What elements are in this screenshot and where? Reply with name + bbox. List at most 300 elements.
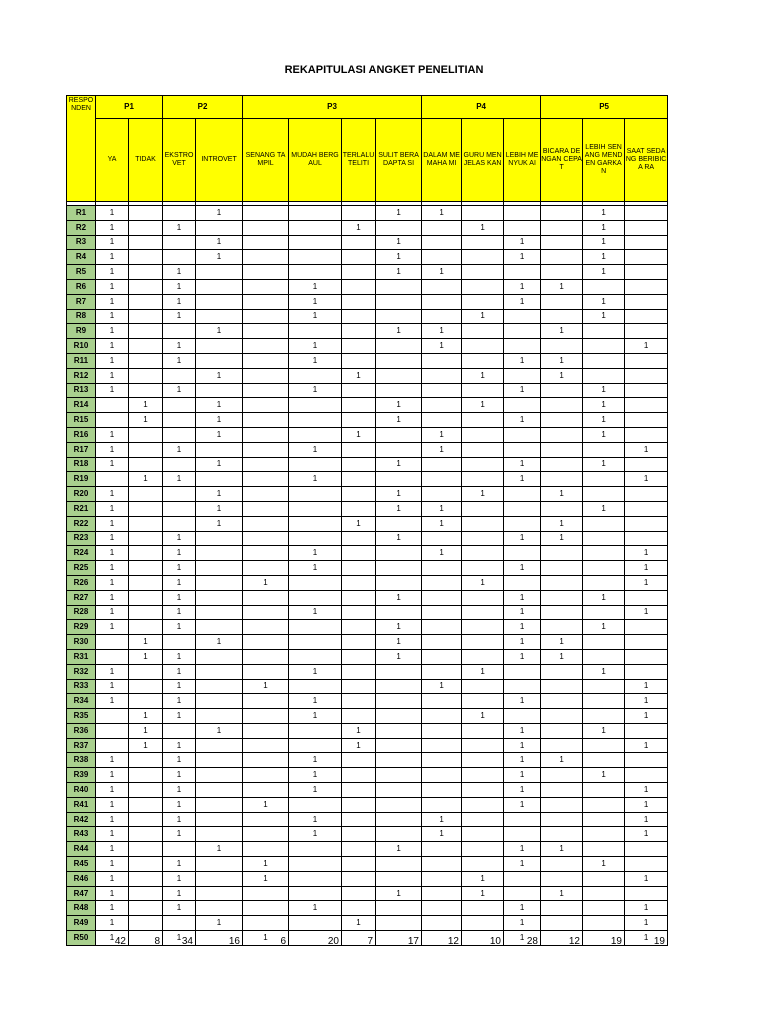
table-cell bbox=[462, 649, 504, 664]
table-cell bbox=[243, 206, 289, 221]
table-cell bbox=[625, 635, 668, 650]
table-cell bbox=[243, 605, 289, 620]
table-cell: 1 bbox=[462, 664, 504, 679]
table-cell bbox=[129, 871, 163, 886]
table-cell: 1 bbox=[583, 590, 625, 605]
table-cell: 1 bbox=[96, 812, 129, 827]
table-cell: 1 bbox=[289, 694, 342, 709]
table-cell bbox=[462, 206, 504, 221]
table-cell bbox=[583, 561, 625, 576]
table-cell: 1 bbox=[163, 812, 196, 827]
table-cell bbox=[422, 886, 462, 901]
table-cell bbox=[504, 427, 541, 442]
table-cell bbox=[462, 472, 504, 487]
table-cell bbox=[422, 220, 462, 235]
table-cell bbox=[196, 279, 243, 294]
table-cell bbox=[541, 383, 583, 398]
table-cell bbox=[625, 250, 668, 265]
table-cell: 1 bbox=[541, 842, 583, 857]
table-cell: 1 bbox=[625, 561, 668, 576]
table-cell: 1 bbox=[625, 605, 668, 620]
group-header-p5: P5 bbox=[541, 96, 668, 119]
table-cell bbox=[583, 901, 625, 916]
table-cell: 1 bbox=[289, 812, 342, 827]
table-cell bbox=[583, 649, 625, 664]
table-cell: 1 bbox=[96, 561, 129, 576]
table-cell bbox=[243, 398, 289, 413]
table-cell bbox=[462, 383, 504, 398]
respondent-id: R19 bbox=[67, 472, 96, 487]
table-cell bbox=[243, 383, 289, 398]
table-cell bbox=[583, 516, 625, 531]
respondent-id: R21 bbox=[67, 501, 96, 516]
table-cell bbox=[129, 442, 163, 457]
table-cell: 1 bbox=[96, 783, 129, 798]
table-cell: 1 bbox=[422, 324, 462, 339]
table-cell: 1 bbox=[289, 353, 342, 368]
table-cell bbox=[289, 250, 342, 265]
table-cell bbox=[243, 339, 289, 354]
respondent-id: R40 bbox=[67, 783, 96, 798]
table-cell: 1 bbox=[342, 738, 376, 753]
table-cell bbox=[583, 575, 625, 590]
table-row bbox=[67, 768, 668, 783]
table-cell bbox=[243, 472, 289, 487]
table-cell: 1 bbox=[163, 561, 196, 576]
table-cell bbox=[583, 531, 625, 546]
total-value: 12 bbox=[568, 935, 580, 947]
table-row bbox=[67, 487, 668, 502]
table-cell bbox=[583, 339, 625, 354]
table-cell bbox=[342, 309, 376, 324]
table-cell bbox=[129, 235, 163, 250]
table-cell bbox=[196, 812, 243, 827]
table-cell: 1 bbox=[583, 723, 625, 738]
table-cell bbox=[422, 694, 462, 709]
table-cell bbox=[342, 590, 376, 605]
table-cell bbox=[289, 413, 342, 428]
table-row bbox=[67, 590, 668, 605]
table-cell: 1 bbox=[504, 842, 541, 857]
respondent-id: R41 bbox=[67, 797, 96, 812]
table-cell: 1 bbox=[163, 220, 196, 235]
table-cell bbox=[129, 265, 163, 280]
table-cell bbox=[129, 812, 163, 827]
table-cell bbox=[342, 353, 376, 368]
table-cell: 1 bbox=[342, 368, 376, 383]
table-cell bbox=[342, 575, 376, 590]
table-cell bbox=[243, 753, 289, 768]
table-cell bbox=[422, 250, 462, 265]
table-cell: 1 bbox=[163, 797, 196, 812]
table-cell bbox=[196, 753, 243, 768]
table-cell bbox=[243, 531, 289, 546]
table-cell: 1 bbox=[196, 457, 243, 472]
table-cell: 1 bbox=[504, 383, 541, 398]
table-cell bbox=[129, 842, 163, 857]
table-cell: 1 bbox=[243, 857, 289, 872]
table-cell bbox=[583, 472, 625, 487]
table-cell bbox=[196, 442, 243, 457]
table-cell bbox=[342, 501, 376, 516]
table-cell: 1 bbox=[96, 487, 129, 502]
table-cell bbox=[342, 649, 376, 664]
table-cell: 1 bbox=[504, 753, 541, 768]
table-cell bbox=[289, 635, 342, 650]
table-cell bbox=[422, 649, 462, 664]
table-cell bbox=[376, 383, 422, 398]
table-cell bbox=[243, 279, 289, 294]
table-cell bbox=[462, 901, 504, 916]
table-row bbox=[67, 339, 668, 354]
table-cell: 1 bbox=[289, 664, 342, 679]
table-cell: 1 bbox=[96, 339, 129, 354]
table-cell bbox=[289, 797, 342, 812]
table-cell bbox=[129, 694, 163, 709]
table-cell bbox=[462, 738, 504, 753]
table-cell bbox=[196, 590, 243, 605]
table-cell: 1 bbox=[96, 694, 129, 709]
table-cell bbox=[163, 635, 196, 650]
table-cell bbox=[289, 738, 342, 753]
table-cell bbox=[625, 353, 668, 368]
group-header-p1: P1 bbox=[96, 96, 163, 119]
table-cell: 1 bbox=[376, 413, 422, 428]
survey-table bbox=[66, 95, 668, 946]
table-cell bbox=[342, 901, 376, 916]
table-cell bbox=[196, 679, 243, 694]
table-cell: 1 bbox=[96, 206, 129, 221]
table-cell bbox=[129, 797, 163, 812]
table-cell bbox=[541, 309, 583, 324]
table-row bbox=[67, 516, 668, 531]
table-row bbox=[67, 398, 668, 413]
table-cell bbox=[422, 901, 462, 916]
table-cell: 1 bbox=[541, 324, 583, 339]
table-row bbox=[67, 901, 668, 916]
table-cell bbox=[342, 265, 376, 280]
table-cell bbox=[376, 916, 422, 931]
respondent-id: R26 bbox=[67, 575, 96, 590]
table-cell bbox=[243, 442, 289, 457]
table-cell: 1 bbox=[376, 635, 422, 650]
table-cell bbox=[129, 620, 163, 635]
table-cell: 1 bbox=[163, 546, 196, 561]
total-value: 17 bbox=[407, 935, 419, 947]
table-row bbox=[67, 664, 668, 679]
table-cell bbox=[504, 206, 541, 221]
table-cell bbox=[342, 457, 376, 472]
column-header: LEBIH SENANG MENDEN GARKAN bbox=[583, 119, 625, 202]
table-cell: 1 bbox=[583, 398, 625, 413]
table-cell: 1 bbox=[163, 442, 196, 457]
table-cell bbox=[541, 605, 583, 620]
table-cell: 1 bbox=[422, 827, 462, 842]
table-cell: 1 bbox=[376, 487, 422, 502]
table-cell: 1 bbox=[422, 427, 462, 442]
table-cell: 1 bbox=[163, 265, 196, 280]
table-cell bbox=[422, 664, 462, 679]
table-cell bbox=[462, 265, 504, 280]
table-cell: 1 bbox=[541, 279, 583, 294]
table-cell bbox=[96, 472, 129, 487]
table-cell: 1 bbox=[289, 472, 342, 487]
table-cell bbox=[583, 368, 625, 383]
table-row bbox=[67, 575, 668, 590]
table-cell bbox=[376, 783, 422, 798]
table-cell bbox=[422, 575, 462, 590]
table-cell: 1 bbox=[163, 931, 196, 946]
table-cell bbox=[342, 635, 376, 650]
table-cell: 1 bbox=[504, 916, 541, 931]
table-cell: 1 bbox=[541, 487, 583, 502]
table-cell bbox=[196, 886, 243, 901]
table-cell bbox=[196, 649, 243, 664]
table-cell bbox=[504, 812, 541, 827]
table-cell bbox=[462, 768, 504, 783]
table-cell: 1 bbox=[163, 531, 196, 546]
table-cell: 1 bbox=[625, 694, 668, 709]
table-cell bbox=[96, 413, 129, 428]
table-row bbox=[67, 886, 668, 901]
table-cell: 1 bbox=[504, 649, 541, 664]
table-cell: 1 bbox=[96, 309, 129, 324]
respondent-id: R35 bbox=[67, 709, 96, 724]
table-cell bbox=[129, 827, 163, 842]
table-cell bbox=[462, 916, 504, 931]
table-cell bbox=[422, 353, 462, 368]
table-cell: 1 bbox=[504, 472, 541, 487]
respondent-id: R43 bbox=[67, 827, 96, 842]
table-cell: 1 bbox=[462, 368, 504, 383]
respondent-id: R34 bbox=[67, 694, 96, 709]
table-cell bbox=[243, 324, 289, 339]
table-cell: 1 bbox=[504, 768, 541, 783]
table-cell bbox=[541, 427, 583, 442]
table-cell: 1 bbox=[96, 501, 129, 516]
table-cell bbox=[163, 235, 196, 250]
table-cell: 1 bbox=[243, 575, 289, 590]
table-cell: 1 bbox=[376, 206, 422, 221]
table-cell bbox=[196, 383, 243, 398]
table-cell bbox=[243, 265, 289, 280]
table-cell: 1 bbox=[583, 250, 625, 265]
table-cell bbox=[129, 679, 163, 694]
table-cell: 1 bbox=[583, 413, 625, 428]
table-cell bbox=[96, 723, 129, 738]
table-row bbox=[67, 206, 668, 221]
table-cell bbox=[376, 472, 422, 487]
table-cell: 1 bbox=[289, 901, 342, 916]
table-cell bbox=[243, 250, 289, 265]
table-row bbox=[67, 753, 668, 768]
table-cell bbox=[462, 694, 504, 709]
table-cell: 1 bbox=[96, 442, 129, 457]
table-cell: 1 bbox=[96, 931, 129, 946]
table-cell bbox=[129, 487, 163, 502]
table-row bbox=[67, 294, 668, 309]
table-cell: 1 bbox=[541, 635, 583, 650]
table-cell bbox=[129, 516, 163, 531]
table-cell: 1 bbox=[96, 220, 129, 235]
table-row bbox=[67, 531, 668, 546]
table-cell bbox=[462, 442, 504, 457]
respondent-id: R12 bbox=[67, 368, 96, 383]
table-cell: 1 bbox=[196, 324, 243, 339]
table-cell bbox=[462, 797, 504, 812]
table-cell bbox=[96, 649, 129, 664]
table-cell bbox=[504, 546, 541, 561]
table-cell bbox=[129, 575, 163, 590]
table-cell: 1 bbox=[541, 531, 583, 546]
totals-row bbox=[66, 934, 667, 948]
group-header-p3: P3 bbox=[243, 96, 422, 119]
table-cell bbox=[541, 472, 583, 487]
table-row bbox=[67, 812, 668, 827]
table-cell: 1 bbox=[504, 561, 541, 576]
table-cell: 1 bbox=[96, 250, 129, 265]
table-cell: 1 bbox=[163, 620, 196, 635]
table-cell bbox=[541, 235, 583, 250]
table-cell: 1 bbox=[504, 235, 541, 250]
table-cell bbox=[422, 635, 462, 650]
table-cell bbox=[342, 783, 376, 798]
total-value: 8 bbox=[154, 935, 160, 947]
table-cell bbox=[625, 279, 668, 294]
table-cell: 1 bbox=[422, 442, 462, 457]
table-cell bbox=[163, 916, 196, 931]
respondent-id: R17 bbox=[67, 442, 96, 457]
table-row bbox=[67, 620, 668, 635]
table-cell bbox=[289, 427, 342, 442]
table-cell bbox=[129, 605, 163, 620]
table-cell: 1 bbox=[163, 664, 196, 679]
table-cell: 1 bbox=[96, 516, 129, 531]
table-cell bbox=[243, 649, 289, 664]
table-cell: 1 bbox=[163, 694, 196, 709]
table-cell: 1 bbox=[376, 886, 422, 901]
table-cell bbox=[625, 620, 668, 635]
table-cell bbox=[129, 916, 163, 931]
table-cell bbox=[583, 871, 625, 886]
table-cell bbox=[163, 501, 196, 516]
table-cell: 1 bbox=[504, 783, 541, 798]
respondent-id: R44 bbox=[67, 842, 96, 857]
table-cell: 1 bbox=[96, 857, 129, 872]
table-cell bbox=[422, 472, 462, 487]
table-cell bbox=[289, 679, 342, 694]
table-cell bbox=[422, 235, 462, 250]
table-cell bbox=[541, 768, 583, 783]
table-cell bbox=[129, 664, 163, 679]
table-cell: 1 bbox=[583, 427, 625, 442]
table-cell bbox=[422, 368, 462, 383]
table-cell bbox=[196, 857, 243, 872]
table-cell bbox=[129, 531, 163, 546]
table-cell: 1 bbox=[583, 309, 625, 324]
table-cell bbox=[625, 531, 668, 546]
table-cell bbox=[422, 605, 462, 620]
table-cell bbox=[462, 679, 504, 694]
table-cell: 1 bbox=[96, 620, 129, 635]
table-cell: 1 bbox=[462, 220, 504, 235]
respondent-id: R36 bbox=[67, 723, 96, 738]
table-cell bbox=[129, 353, 163, 368]
total-value: 19 bbox=[610, 935, 622, 947]
table-cell bbox=[625, 383, 668, 398]
table-cell: 1 bbox=[163, 827, 196, 842]
table-cell: 1 bbox=[422, 546, 462, 561]
table-cell bbox=[129, 294, 163, 309]
table-cell bbox=[342, 827, 376, 842]
respondent-id: R29 bbox=[67, 620, 96, 635]
table-row bbox=[67, 561, 668, 576]
table-cell bbox=[129, 309, 163, 324]
table-cell: 1 bbox=[625, 812, 668, 827]
table-cell: 1 bbox=[243, 931, 289, 946]
respondent-id: R39 bbox=[67, 768, 96, 783]
table-cell bbox=[504, 679, 541, 694]
table-cell bbox=[541, 664, 583, 679]
total-value: 10 bbox=[489, 935, 501, 947]
table-cell: 1 bbox=[376, 250, 422, 265]
table-cell bbox=[196, 768, 243, 783]
table-cell: 1 bbox=[196, 487, 243, 502]
column-header: LEBIH MENYUK AI bbox=[504, 119, 541, 202]
table-cell bbox=[243, 738, 289, 753]
table-cell: 1 bbox=[163, 901, 196, 916]
table-cell: 1 bbox=[583, 857, 625, 872]
respondent-id: R37 bbox=[67, 738, 96, 753]
table-cell: 1 bbox=[462, 871, 504, 886]
table-cell: 1 bbox=[96, 383, 129, 398]
table-cell: 1 bbox=[163, 768, 196, 783]
table-cell bbox=[541, 590, 583, 605]
respondent-id: R18 bbox=[67, 457, 96, 472]
table-cell bbox=[504, 871, 541, 886]
table-cell: 1 bbox=[289, 383, 342, 398]
table-cell bbox=[376, 605, 422, 620]
table-row bbox=[67, 220, 668, 235]
table-cell: 1 bbox=[163, 279, 196, 294]
table-row bbox=[67, 279, 668, 294]
table-cell bbox=[243, 309, 289, 324]
table-row bbox=[67, 427, 668, 442]
total-value: 16 bbox=[228, 935, 240, 947]
table-cell bbox=[196, 694, 243, 709]
table-cell bbox=[422, 857, 462, 872]
table-cell bbox=[289, 916, 342, 931]
table-cell bbox=[541, 679, 583, 694]
table-cell bbox=[289, 235, 342, 250]
table-row bbox=[67, 501, 668, 516]
table-cell bbox=[625, 457, 668, 472]
table-cell: 1 bbox=[289, 768, 342, 783]
table-cell: 1 bbox=[289, 309, 342, 324]
total-value: 7 bbox=[367, 935, 373, 947]
respondent-id: R1 bbox=[67, 206, 96, 221]
table-cell bbox=[289, 842, 342, 857]
table-cell bbox=[462, 620, 504, 635]
table-cell bbox=[504, 324, 541, 339]
table-cell bbox=[163, 516, 196, 531]
table-cell bbox=[129, 857, 163, 872]
table-cell bbox=[422, 531, 462, 546]
table-cell bbox=[196, 339, 243, 354]
table-cell bbox=[243, 901, 289, 916]
table-cell bbox=[504, 516, 541, 531]
totals-spacer bbox=[66, 934, 95, 948]
